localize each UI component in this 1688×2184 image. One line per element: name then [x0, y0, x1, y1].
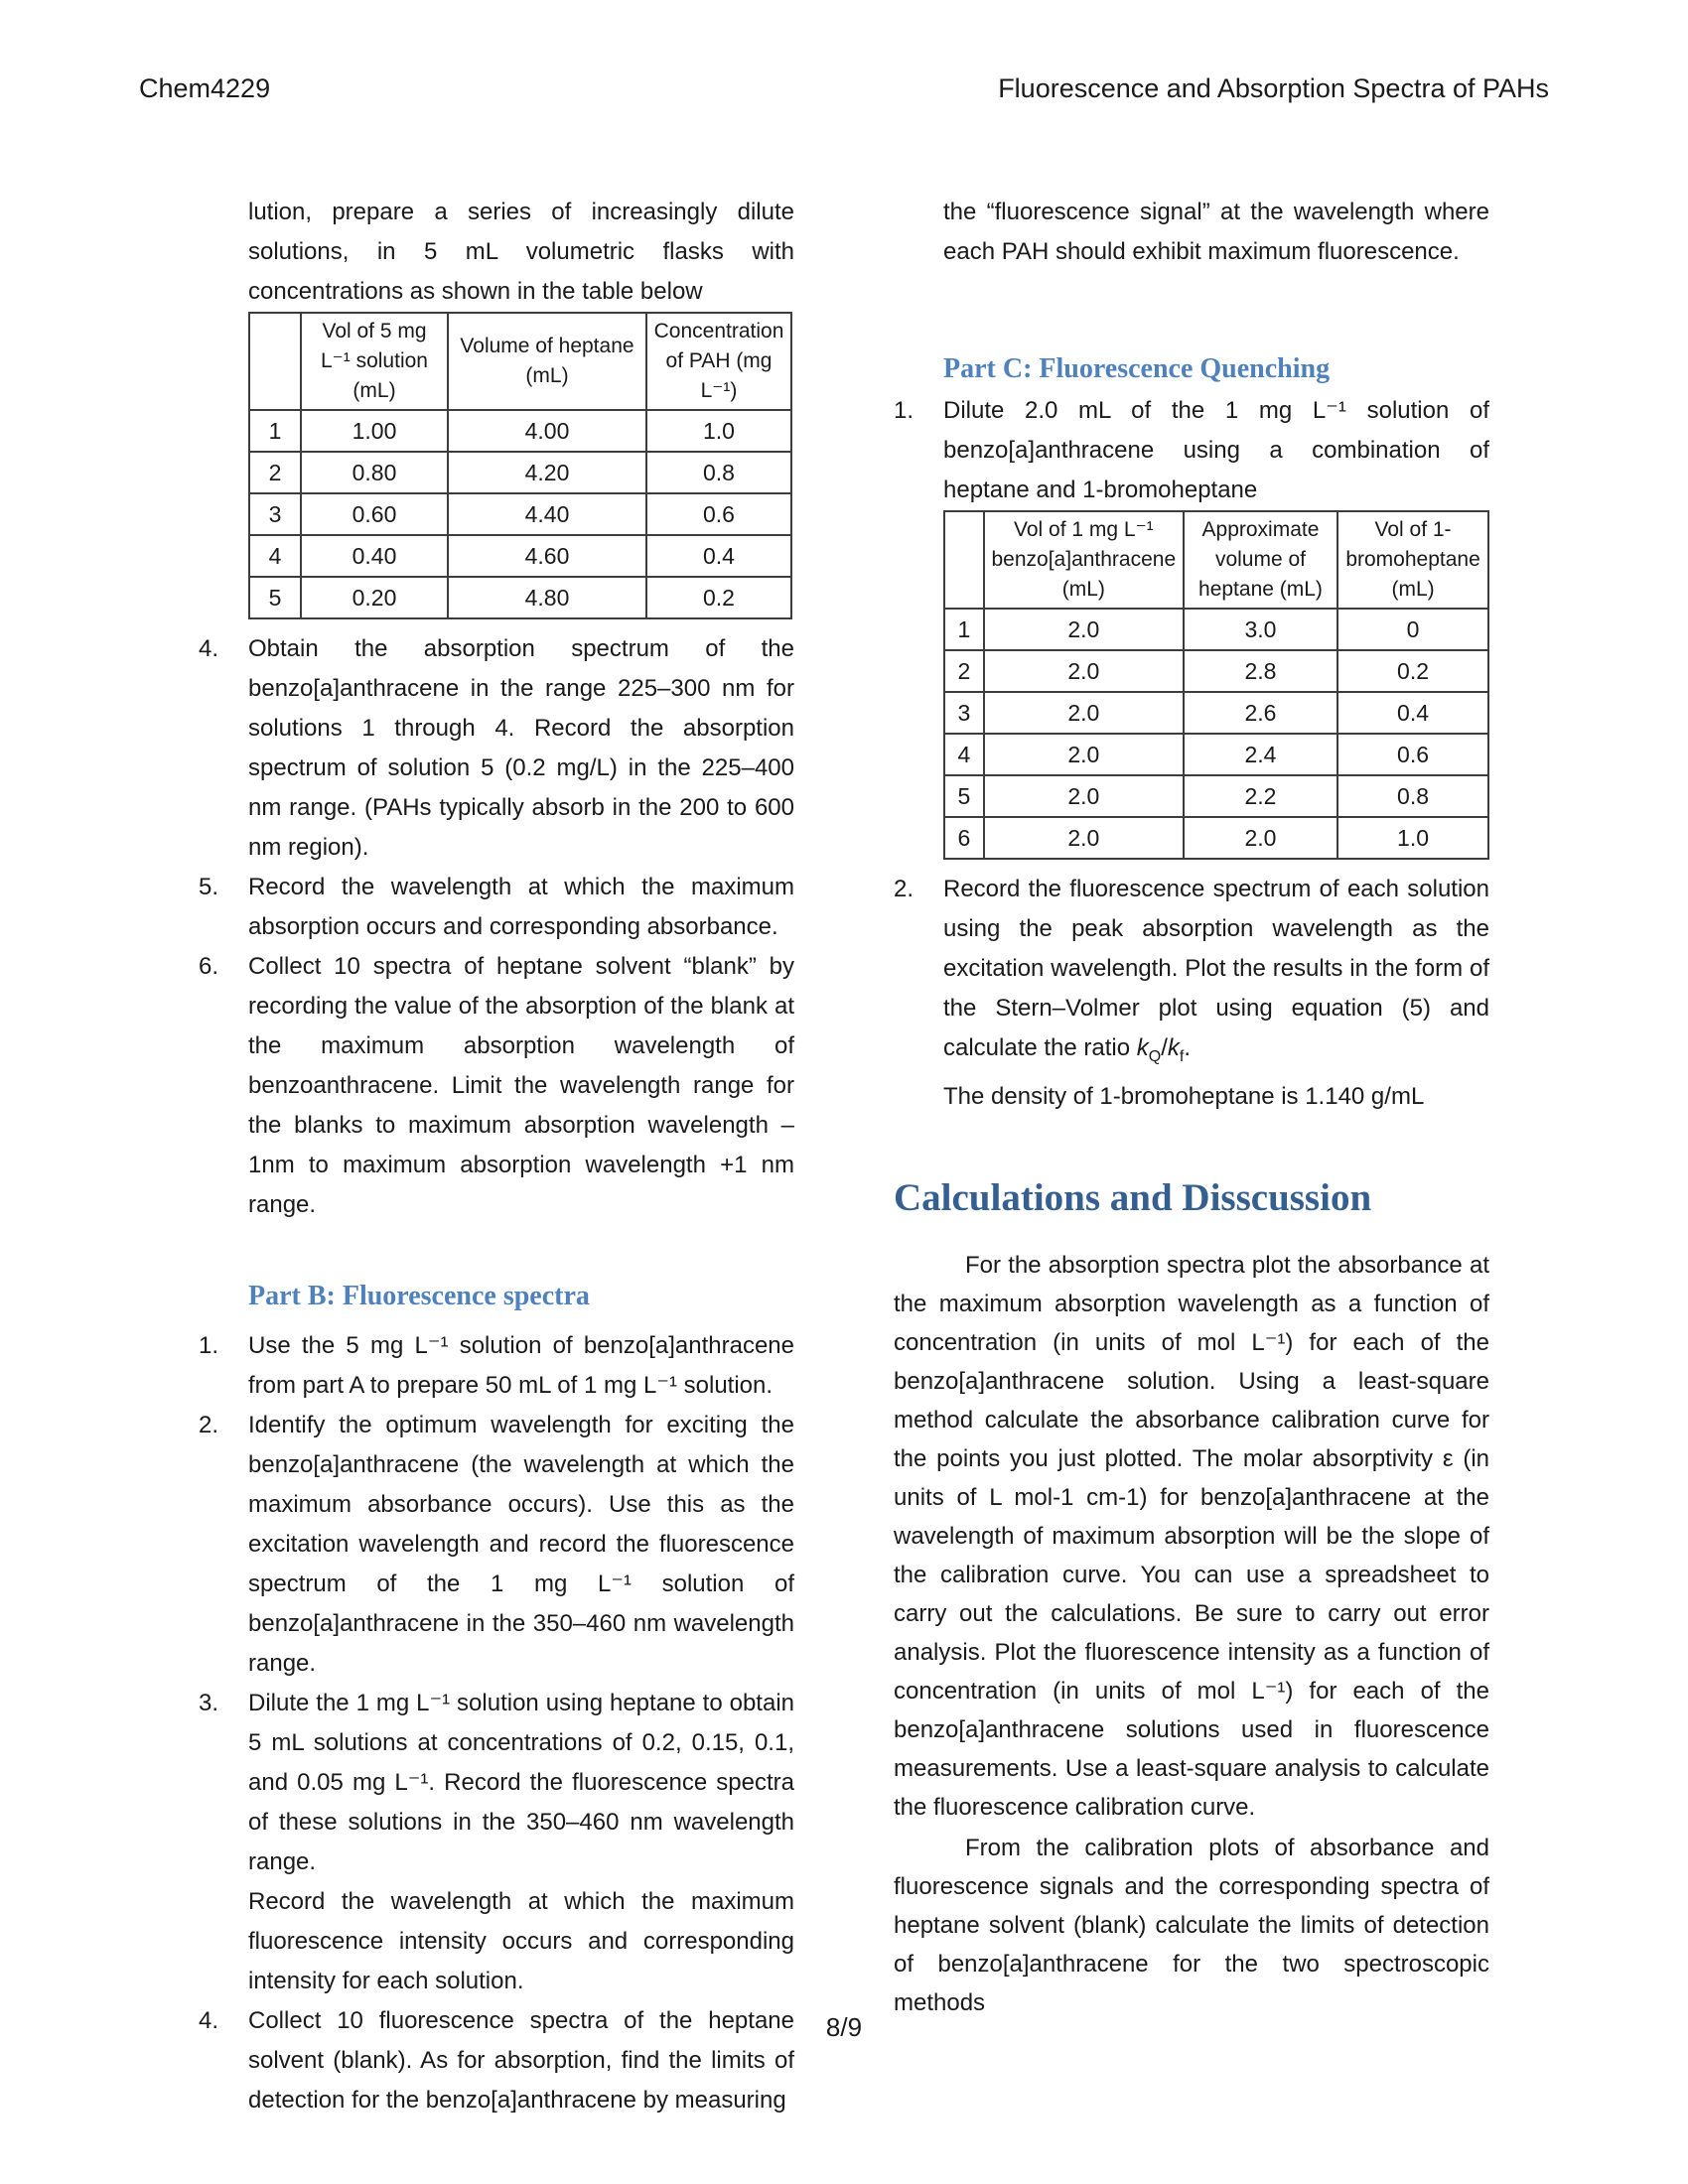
list-item: [894, 870, 1489, 1117]
table-header-cell: Vol of 5 mg L⁻¹ solution (mL): [301, 313, 448, 410]
calculations-paragraph-2: From the calibration plots of absorbance and fluorescence signals and the corresponding spectra of heptane solvent (blank) calculate the limits of detection of benzo[a]anthracene for the two spectroscopic methods: [894, 1834, 1489, 2016]
list-number: 4.: [199, 635, 219, 662]
table-cell: 1.00: [301, 410, 448, 452]
table-cell: 3.0: [1184, 609, 1337, 650]
list-item-paragraph: Dilute the 1 mg L⁻¹ solution using heptane to obtain 5 mL solutions at concentrations of 0.2, 0.15, 0.1, and 0.05 mg L⁻¹. Record the fluorescence spectra of these solutions in the 350–460 nm wavelength range.: [248, 1690, 794, 1875]
table-cell: 1.0: [1337, 817, 1488, 859]
table-row: [249, 410, 791, 452]
left-column: [199, 193, 794, 2120]
list-item: [199, 1326, 794, 1406]
table-cell: 3: [249, 493, 301, 535]
table-cell: 2.0: [984, 734, 1184, 775]
table-cell: 0.80: [301, 452, 448, 493]
page-header: [0, 0, 1688, 105]
table-cell: 0: [1337, 609, 1488, 650]
table-cell: 0.6: [646, 493, 791, 535]
list-number: 6.: [199, 953, 219, 980]
table-row: [944, 734, 1488, 775]
list-item-text: Record the wavelength at which the maximum absorption occurs and corresponding absorbance.: [248, 874, 794, 940]
table-cell: 0.40: [301, 535, 448, 577]
ratio-period: .: [1184, 1034, 1192, 1061]
table-cell: 2.0: [984, 609, 1184, 650]
list-item-text: [248, 1684, 794, 2001]
table-row: [944, 650, 1488, 692]
table-header-cell: Approximate volume of heptane (mL): [1184, 511, 1337, 609]
table-header-row: [944, 511, 1488, 609]
subscript-f: f: [1179, 1047, 1185, 1065]
table-header-cell: Vol of 1-bromoheptane (mL): [1337, 511, 1488, 609]
table-cell: 6: [944, 817, 984, 859]
part-b-heading: Part B: Fluorescence spectra: [248, 1281, 590, 1311]
table-cell: 2.6: [1184, 692, 1337, 734]
list-item-text: Obtain the absorption spectrum of the benzo[a]anthracene in the range 225–300 nm for solutions 1 through 4. Record the absorption spectrum of solution 5 (0.2 mg/L) in the 225–400 nm range. (PAHs typically absorb in the 200 to 600 nm region).: [248, 635, 794, 861]
calculations-heading: Calculations and Disscussion: [894, 1175, 1372, 1219]
continuation-paragraph: lution, prepare a series of increasingly dilute solutions, in 5 mL volumetric flasks with concentrations as shown in the table below: [248, 199, 794, 305]
table-cell: 4.80: [448, 577, 646, 618]
table-cell: 4: [944, 734, 984, 775]
table-row: [944, 817, 1488, 859]
subscript-q: Q: [1148, 1047, 1162, 1065]
table-cell: 2.2: [1184, 775, 1337, 817]
table-cell: 2: [944, 650, 984, 692]
table-cell: 1: [249, 410, 301, 452]
list-item: [199, 1406, 794, 1684]
quenching-table: [943, 510, 1489, 860]
list-item-text: Use the 5 mg L⁻¹ solution of benzo[a]anthracene from part A to prepare 50 mL of 1 mg L⁻¹ solution.: [248, 1332, 794, 1399]
document-title: Fluorescence and Absorption Spectra of PAHs: [998, 73, 1549, 103]
list-number: 5.: [199, 874, 219, 900]
density-note: The density of 1-bromoheptane is 1.140 g/mL: [943, 1082, 1425, 1110]
table-cell: 0.2: [1337, 650, 1488, 692]
table-cell: 5: [249, 577, 301, 618]
solutions-table: [248, 312, 792, 619]
table-row: [249, 493, 791, 535]
table-header-cell: Concentration of PAH (mg L⁻¹): [646, 313, 791, 410]
table-row: [249, 577, 791, 618]
table-cell: 3: [944, 692, 984, 734]
table-cell: 4: [249, 535, 301, 577]
table-cell: 4.20: [448, 452, 646, 493]
course-code: Chem4229: [139, 73, 271, 103]
table-row: [249, 452, 791, 493]
table-cell: 0.6: [1337, 734, 1488, 775]
table-row: [944, 775, 1488, 817]
two-column-body: [0, 193, 1688, 2120]
list-item-text: [943, 870, 1489, 1117]
list-number: 1.: [199, 1332, 219, 1359]
table-cell: 2.4: [1184, 734, 1337, 775]
table-cell: 5: [944, 775, 984, 817]
rate-constant-kq: k: [1136, 1034, 1149, 1061]
table-header-row: [249, 313, 791, 410]
list-item: [199, 629, 794, 868]
list-number: 3.: [199, 1690, 219, 1716]
list-item-text: Collect 10 spectra of heptane solvent “blank” by recording the value of the absorption of the blank at the maximum absorption wavelength of benzoanthracene. Limit the wavelength range for the blanks to maximum absorption wavelength – 1nm to maximum absorption wavelength +1 nm range.: [248, 953, 794, 1218]
table-cell: 2.0: [984, 650, 1184, 692]
table-cell: 2.8: [1184, 650, 1337, 692]
table-header-cell: [249, 313, 301, 410]
list-number: 2.: [199, 1412, 219, 1438]
table-cell: 0.4: [1337, 692, 1488, 734]
list-item-continuation: Record the wavelength at which the maximum fluorescence intensity occurs and corresponding intensity for each solution.: [248, 1888, 794, 1994]
list-item-text: Collect 10 fluorescence spectra of the heptane solvent (blank). As for absorption, find the limits of detection for the benzo[a]anthracene by measuring: [248, 2007, 794, 2114]
table-cell: 4.40: [448, 493, 646, 535]
list-number: 4.: [199, 2007, 219, 2034]
table-cell: 2.0: [1184, 817, 1337, 859]
table-cell: 2.0: [984, 692, 1184, 734]
part-c-heading: Part C: Fluorescence Quenching: [943, 353, 1331, 384]
table-cell: 0.8: [646, 452, 791, 493]
table-cell: 0.2: [646, 577, 791, 618]
list-number: 1.: [894, 397, 914, 424]
rate-constant-kf: k: [1167, 1034, 1180, 1061]
table-cell: 1.0: [646, 410, 791, 452]
list-item-paragraph: Record the fluorescence spectrum of each solution using the peak absorption wavelength as the excitation wavelength. Plot the results in the form of the Stern–Volmer plot using equation (5) and calculate the ratio: [943, 876, 1489, 1061]
list-item-text: Identify the optimum wavelength for exciting the benzo[a]anthracene (the wavelength at which the maximum absorbance occurs). Use this as the excitation wavelength and record the fluorescence spectrum of the 1 mg L⁻¹ solution of benzo[a]anthracene in the 350–460 nm wavelength range.: [248, 1412, 794, 1677]
list-item: [199, 868, 794, 947]
list-item-text: Dilute 2.0 mL of the 1 mg L⁻¹ solution of benzo[a]anthracene using a combination of heptane and 1-bromoheptane: [943, 397, 1489, 503]
list-item: [199, 1684, 794, 2001]
table-cell: 0.4: [646, 535, 791, 577]
table-cell: 0.60: [301, 493, 448, 535]
table-header-cell: Volume of heptane (mL): [448, 313, 646, 410]
list-item: [894, 391, 1489, 510]
table-cell: 1: [944, 609, 984, 650]
table-cell: 4.00: [448, 410, 646, 452]
table-cell: 4.60: [448, 535, 646, 577]
table-cell: 0.8: [1337, 775, 1488, 817]
list-number: 2.: [894, 876, 914, 902]
table-row: [944, 609, 1488, 650]
table-cell: 0.20: [301, 577, 448, 618]
table-cell: 2.0: [984, 817, 1184, 859]
continuation-paragraph: the “fluorescence signal” at the wavelength where each PAH should exhibit maximum fluorescence.: [943, 199, 1489, 265]
table-row: [249, 535, 791, 577]
table-header-cell: [944, 511, 984, 609]
table-row: [944, 692, 1488, 734]
calculations-paragraph-1: For the absorption spectra plot the absorbance at the maximum absorption wavelength as a function of concentration (in units of mol L⁻¹) for each of the benzo[a]anthracene solution. Using a least-square method calculate the absorbance calibration curve for the points you just plotted. The molar absorptivity ε (in units of L mol-1 cm-1) for benzo[a]anthracene at the wavelength of maximum absorption will be the slope of the calibration curve. You can use a spreadsheet to carry out the calculations. Be sure to carry out error analysis. Plot the fluorescence intensity as a function of concentration (in units of mol L⁻¹) for each of the benzo[a]anthracene solutions used in fluorescence measurements. Use a least-square analysis to calculate the fluorescence calibration curve.: [894, 1251, 1489, 1821]
right-column: [894, 193, 1489, 2120]
ratio-slash: /: [1161, 1034, 1168, 1061]
table-cell: 2.0: [984, 775, 1184, 817]
table-cell: 2: [249, 452, 301, 493]
page-number: 8/9: [825, 2012, 863, 2042]
table-header-cell: Vol of 1 mg L⁻¹ benzo[a]anthracene (mL): [984, 511, 1184, 609]
list-item: [199, 947, 794, 1225]
